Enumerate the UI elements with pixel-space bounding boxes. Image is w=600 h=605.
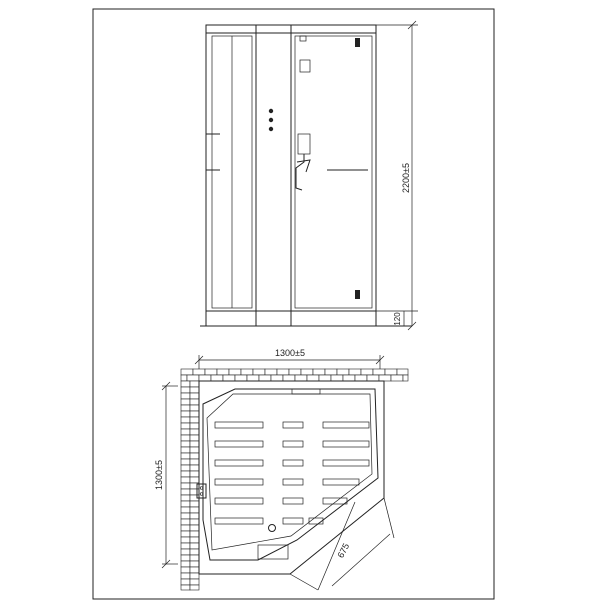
brick [253, 369, 265, 375]
slat [323, 441, 369, 447]
brick [325, 369, 337, 375]
brick [307, 375, 319, 381]
brick [181, 435, 190, 441]
brick [277, 369, 289, 375]
jet-nozzle [269, 109, 273, 113]
left-panel-frame [206, 33, 256, 311]
brick [361, 369, 373, 375]
small-control-icon [300, 36, 306, 41]
dim-ext [384, 498, 394, 538]
brick [181, 513, 190, 519]
jet-nozzle [269, 118, 273, 122]
brick [235, 375, 247, 381]
brick [355, 375, 367, 381]
brick [190, 531, 199, 537]
brick [193, 369, 205, 375]
brick [190, 447, 199, 453]
plan-view [154, 348, 408, 590]
dim-line-diagonal [332, 534, 390, 586]
slat [323, 460, 369, 466]
brick [181, 471, 190, 477]
brick [181, 405, 190, 411]
brick [391, 375, 403, 381]
brick [190, 579, 199, 585]
dim-height-total-label: 2200±5 [401, 163, 411, 193]
brick [190, 399, 199, 405]
sheet-border [93, 9, 494, 599]
brick [181, 531, 190, 537]
brick [181, 453, 190, 459]
brick [379, 375, 391, 381]
slat [283, 460, 303, 466]
brick [190, 537, 199, 543]
brick [181, 519, 190, 525]
slat [283, 441, 303, 447]
tray-outline [199, 381, 384, 574]
brick [181, 555, 190, 561]
brick [190, 543, 199, 549]
drain-cover [292, 389, 320, 394]
brick [229, 369, 241, 375]
brick [205, 369, 217, 375]
brick [181, 549, 190, 555]
brick [181, 543, 190, 549]
dim-diagonal-label: 675 [335, 541, 352, 560]
brick [190, 567, 199, 573]
slat [323, 422, 369, 428]
fitting-screw-icon [200, 493, 203, 496]
brick [373, 369, 385, 375]
door-inner [295, 36, 372, 308]
dim-width-label: 1300±5 [275, 348, 305, 358]
brick [181, 525, 190, 531]
brick [190, 471, 199, 477]
brick [211, 375, 223, 381]
hand-shower-head-icon [298, 134, 310, 154]
brick [190, 549, 199, 555]
brick [265, 369, 277, 375]
brick [181, 501, 190, 507]
brick [295, 375, 307, 381]
brick [367, 375, 379, 381]
brick [190, 507, 199, 513]
brick [181, 579, 190, 585]
brick [190, 411, 199, 417]
brick [181, 495, 190, 501]
brick [190, 387, 199, 393]
brick [190, 405, 199, 411]
slat [283, 518, 303, 524]
brick [181, 369, 193, 375]
slat [283, 498, 303, 504]
brick [181, 429, 190, 435]
brick [190, 555, 199, 561]
door-swing-line [290, 574, 318, 590]
brick [181, 399, 190, 405]
brick [343, 375, 355, 381]
brick [349, 369, 361, 375]
brick [181, 477, 190, 483]
brick [190, 393, 199, 399]
brick [190, 453, 199, 459]
brick [259, 375, 271, 381]
brick [181, 573, 190, 579]
tray-basin [207, 394, 372, 550]
brick [181, 381, 190, 387]
brick [181, 387, 190, 393]
brick-wall-top [181, 369, 408, 381]
brick [289, 369, 301, 375]
brick [301, 369, 313, 375]
brick [181, 567, 190, 573]
brick [313, 369, 325, 375]
brick [181, 465, 190, 471]
brick [181, 447, 190, 453]
brick [190, 525, 199, 531]
brick [181, 411, 190, 417]
fitting-screw-icon [200, 487, 203, 490]
slat [215, 460, 263, 466]
brick [190, 423, 199, 429]
brick [337, 369, 349, 375]
brick [190, 513, 199, 519]
brick [190, 501, 199, 507]
slat [323, 479, 359, 485]
dim-base-height-label: 120 [393, 312, 402, 326]
brick [271, 375, 283, 381]
brick [283, 375, 295, 381]
slat [323, 498, 347, 504]
brick [190, 441, 199, 447]
rain-shower-head-icon [300, 60, 310, 72]
slat [215, 422, 263, 428]
brick [190, 435, 199, 441]
brick [190, 585, 199, 590]
brick [181, 423, 190, 429]
brick [181, 489, 190, 495]
brick [190, 489, 199, 495]
brick [190, 465, 199, 471]
brick [199, 375, 211, 381]
drain-hole-icon [269, 525, 276, 532]
center-column [256, 25, 291, 326]
brick-wall-left [181, 381, 199, 590]
tray-inner-rim [203, 389, 378, 560]
brick [190, 459, 199, 465]
dim-depth-label: 1300±5 [154, 460, 164, 490]
slat [215, 479, 263, 485]
brick [223, 375, 235, 381]
brick [181, 375, 187, 381]
jet-nozzle [269, 127, 273, 131]
brick [181, 507, 190, 513]
brick [190, 417, 199, 423]
brick [190, 573, 199, 579]
brick [181, 483, 190, 489]
slat [215, 518, 263, 524]
brick [181, 585, 190, 590]
brick [331, 375, 343, 381]
brick [190, 519, 199, 525]
brick [385, 369, 397, 375]
brick [190, 429, 199, 435]
door-hinge-top [355, 38, 360, 47]
door-hinge-bottom [355, 290, 360, 299]
brick [181, 561, 190, 567]
shower-hose-icon [296, 154, 304, 190]
front-view [200, 21, 418, 330]
brick [319, 375, 331, 381]
brick [190, 381, 199, 387]
slat [283, 479, 303, 485]
brick [181, 441, 190, 447]
slat [215, 441, 263, 447]
brick [181, 417, 190, 423]
slat [215, 498, 263, 504]
brick [181, 393, 190, 399]
brick [181, 537, 190, 543]
anti-slip-slats [215, 422, 369, 524]
brick [217, 369, 229, 375]
brick [397, 369, 408, 375]
brick [190, 561, 199, 567]
brick [181, 459, 190, 465]
brick [190, 477, 199, 483]
brick [403, 375, 408, 381]
brick [241, 369, 253, 375]
brick [187, 375, 199, 381]
door-frame [291, 33, 376, 311]
slat [283, 422, 303, 428]
brick [247, 375, 259, 381]
